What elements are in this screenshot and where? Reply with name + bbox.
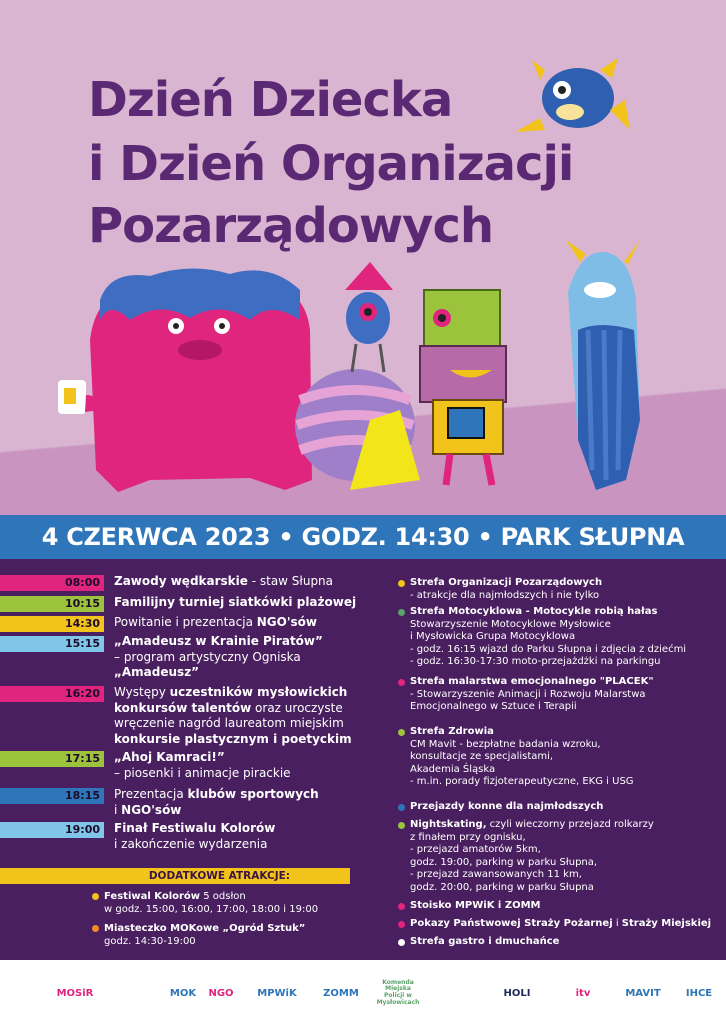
logo: NGO [208,987,234,999]
text-pre: Prezentacja [114,787,188,801]
zone-title: Strefa malarstwa emocjonalnego "PLACEK" [410,676,654,687]
schedule-time: 10:15 [64,597,100,610]
text-bold: Zawody wędkarskie [114,574,248,588]
schedule-text [114,685,364,747]
schedule-text [114,821,364,852]
striped-monster [295,262,420,490]
schedule-text [114,634,364,681]
schedule-time: 17:15 [64,752,100,765]
schedule-time-bar [0,616,104,632]
schedule-text [114,595,364,611]
zone-title: Przejazdy konne dla najmłodszych [410,801,604,812]
text-bold: „Amadeusz w Krainie Piratów” [114,634,323,648]
schedule-time: 14:30 [64,617,100,630]
zone-title: Strefa Zdrowia [410,726,494,737]
title-text-3: Pozarządowych [88,198,494,254]
line4-bold: konkursie plastycznym i poetyckim [114,731,352,746]
text-bold: Familijny turniej siatkówki plażowej [114,595,357,609]
zone-line: - Stowarzyszenie Animacji i Rozwoju Malarstwa [410,688,646,700]
zone-line: - godz. 16:15 wjazd do Parku Słupna i zdjęcia z dziećmi [410,643,687,655]
text-bold: klubów sportowych [187,787,319,801]
text-pre: Powitanie i prezentacja [114,615,257,629]
extras-header: DODATKOWE ATRAKCJE: [0,868,350,884]
schedule-time: 18:15 [64,789,100,802]
extra-item [104,890,318,916]
zone-line: - m.in. porady fizjoterapeutyczne, EKG i USG [410,776,634,788]
extra-detail: godz. 14:30-19:00 [104,936,196,947]
text: – piosenki i animacje pirackie [114,765,291,780]
schedule-time-bar [0,822,104,838]
zone-line: Akademia Śląska [410,763,496,775]
text-bold: NGO'sów [256,615,318,629]
text-bold: „Ahoj Kamraci!” [114,750,225,764]
zone-item [410,819,715,895]
tall-blue-monster [566,240,640,490]
schedule-text [114,574,364,590]
line3: wręczenie nagród laureatom miejskim [114,716,344,730]
flying-monster [515,58,630,132]
bullet-icon [398,939,405,946]
title-text-1: Dzień Dziecka [88,72,453,128]
text-bold: Finał Festiwalu Kolorów [114,821,276,835]
zone-title-suffix: czyli wieczorny przejazd rolkarzy [486,819,654,830]
zone-line: Stowarzyszenie Motocyklowe Mysłowice [410,618,611,630]
line2-bold: konkursów talentów [114,700,252,715]
zone-line: CM Mavit - bezpłatne badania wzroku, [410,738,601,750]
line1-pre: Występy [114,685,170,699]
zone-line: konsultacje ze specjalistami, [410,751,554,763]
extra-detail: w godz. 15:00, 16:00, 17:00, 18:00 i 19:00 [104,904,319,915]
date-banner-text: 4 CZERWCA 2023 • GODZ. 14:30 • PARK SŁUPNA [41,523,685,551]
extra-title-suffix: 5 odsłon [200,891,246,902]
zone-item [410,577,715,602]
zone-item [410,726,715,789]
logo: IHCE [685,987,713,999]
text: - staw Słupna [247,574,334,588]
bullet-icon [398,580,405,587]
zone-title: Nightskating, [410,819,487,830]
logo: MPWiK [257,987,297,999]
logo: ZOMM [323,987,359,999]
logo: itv [575,987,591,999]
line2: oraz uroczyste [251,700,343,715]
schedule-time-bar [0,575,104,591]
schedule-time-bar [0,636,104,652]
schedule-time: 15:15 [64,637,100,650]
zone-title-suffix: i [612,918,622,929]
line1-bold: uczestników mysłowickich [169,685,348,699]
zone-item [410,936,715,949]
zone-line: - przejazd amatorów 5km, [410,844,541,856]
logo: MOSiR [56,987,94,999]
schedule-time-bar [0,686,104,702]
bullet-icon [398,822,405,829]
schedule-time: 08:00 [64,576,100,589]
schedule-text [114,750,364,781]
zone-line: - godz. 16:30-17:30 moto-przejażdżki na parkingu [410,656,661,668]
extra-item [104,922,305,948]
bullet-icon [398,804,405,811]
bullet-icon [92,925,99,932]
schedule-text [114,787,364,818]
bullet-icon [398,921,405,928]
zone-line: - przejazd zawansowanych 11 km, [410,869,582,881]
logo: MAVIT [625,987,661,999]
bullet-icon [398,903,405,910]
logo: Komenda Miejska Policji w Mysłowicach [376,978,420,1006]
zone-line: godz. 20:00, parking w parku Słupna [410,881,594,893]
zone-line: z finałem przy ognisku, [410,831,526,843]
schedule-time-bar [0,788,104,804]
line2-pre: i [114,802,122,817]
bullet-icon [398,609,405,616]
zone-item [410,606,715,669]
bullet-icon [398,729,405,736]
box-monster [420,290,506,485]
schedule-text [114,615,364,631]
zone-title: Stoisko MPWiK i ZOMM [410,900,541,911]
zone-title: Strefa gastro i dmuchańce [410,936,560,947]
zone-line: i Mysłowicka Grupa Motocyklowa [410,631,576,643]
zone-line: godz. 19:00, parking w parku Słupna, [410,856,598,868]
zone-title: Strefa Motocyklowa - Motocykle robią hałas [410,606,658,617]
text: – program artystyczny Ogniska [114,649,301,664]
pink-monster [58,268,312,492]
zone-item [410,900,715,913]
zone-item [410,676,715,714]
logo: HOLI [503,987,531,999]
bullet-icon [92,893,99,900]
text-bold2: „Amadeusz” [114,665,200,679]
bullet-icon [398,679,405,686]
zone-title: Strefa Organizacji Pozarządowych [410,577,603,588]
schedule-time: 19:00 [64,823,100,836]
line2-bold: NGO'sów [121,802,182,817]
schedule-time: 16:20 [64,687,100,700]
title-text-2: i Dzień Organizacji [88,136,574,192]
date-banner [0,515,726,559]
zone-title: Pokazy Państwowej Straży Pożarnej [410,918,613,929]
schedule-time-bar [0,596,104,612]
logo: MOK [169,987,197,999]
zone-item [410,918,715,931]
extra-title: Miasteczko MOKowe „Ogród Sztuk” [104,923,306,934]
zone-title-bold2: Straży Miejskiej [621,918,712,929]
zone-line: Emocjonalnego w Sztuce i Terapii [410,701,577,713]
extra-title: Festiwal Kolorów [104,891,201,902]
schedule-time-bar [0,751,104,767]
zone-item [410,801,715,814]
text: i zakończenie wydarzenia [114,836,268,851]
zone-line: - atrakcje dla najmłodszych i nie tylko [410,589,600,601]
